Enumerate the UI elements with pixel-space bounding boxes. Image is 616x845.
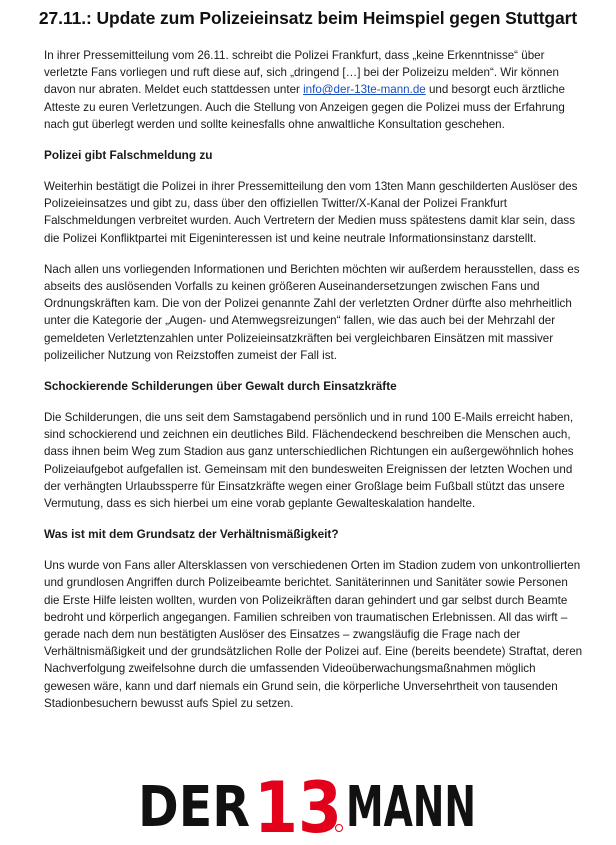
section1-paragraph-2: Nach allen uns vorliegenden Informationen und Berichten möchten wir außerdem herausstellen, dass es abseits des auslösenden Vorfalls zu keinen größeren Auseinandersetzungen zwischen Fans und Ordnungskräften kam. Die von der Polizei genannte Zahl der verletzten Ordner dürfte also mehrheitlich unter die Kategorie der „Augen- und Atemwegsreizungen“ fallen, wie das auch bei der Mehrzahl der gemeldeten Verletztenzahlen unter Polizeieinsatzkräften bei vergleichbaren Einsätzen mit massiver polizeilicher Nutzung von Reizstoffen zumeist der Fall ist.	[44, 262, 580, 362]
section1-paragraph-1: Weiterhin bestätigt die Polizei in ihrer Pressemitteilung den vom 13ten Mann geschilderten Auslöser des Polizeieinsatzes und gibt zu, dass über den offiziellen Twitter/X-Kanal der Polizei Frankfurt Falschmeldungen verbreitet wurden. Auch Vertretern der Medien muss spätestens damit klar sein, dass die Polizei Konfliktpartei mit Eigeninteressen ist und keine neutrale Informationsinstanz darstellt.	[44, 180, 578, 245]
section-heading-falschmeldung: Polizei gibt Falschmeldung zu	[44, 148, 213, 163]
email-link[interactable]: info@der-13te-mann.de	[303, 83, 426, 97]
page-title: 27.11.: Update zum Polizeieinsatz beim Heimspiel gegen Stuttgart	[38, 8, 578, 28]
logo-number-13: 13	[254, 767, 342, 845]
logo-text-der: DER	[138, 775, 250, 840]
section-heading-verhaeltnismaessigkeit: Was ist mit dem Grundsatz der Verhältnismäßigkeit?	[44, 527, 339, 542]
intro-text-before: In ihrer Pressemitteilung vom 26.11. schreibt die Polizei Frankfurt, dass „keine Erkenntnisse“ über verletzte Fans vorliegen und ruft diese auf, sich „dringend […] bei der Polizeizu melden“. Wir können davon nur abraten. Meldet euch stattdessen unter	[44, 49, 559, 97]
der-13-mann-logo	[138, 767, 478, 845]
section-heading-gewalt: Schockierende Schilderungen über Gewalt durch Einsatzkräfte	[44, 379, 397, 394]
article-body	[44, 47, 584, 726]
section3-paragraph-1: Uns wurde von Fans aller Altersklassen von verschiedenen Orten im Stadion zudem von unkontrollierten und grundlosen Angriffen durch Polizeibeamte berichtet. Sanitäterinnen und Sanitäter sowie Personen die Erste Hilfe leisten wollten, wurden von Polizeikräften daran gehindert und gar selbst durch Beamte bedroht und körperlich angegangen. Familien schreiben von traumatischen Erlebnissen. All das wirft – gerade nach dem nun bestätigten Auslöser des Einsatzes – zwangsläufig die Frage nach der Verhältnismäßigkeit und der grundsätzlichen Rolle der Polizei auf. Eine (bereits beendete) Straftat, deren Nachverfolgung zweifelsohne durch die umfassenden Videoüberwachungsmaßnahmen möglich gewesen wäre, kann und darf niemals ein Grund sein, die körperliche Unversehrtheit von tausenden Stadionbesuchern bewusst aufs Spiel zu setzen.	[44, 559, 583, 710]
intro-paragraph	[44, 47, 584, 133]
section2-paragraph-1: Die Schilderungen, die uns seit dem Samstagabend persönlich und in rund 100 E-Mails erreicht haben, sind schockierend und zeichnen ein deutliches Bild. Flächendeckend beschreiben die Menschen auch, dass ihnen beim Weg zum Stadion aus ganz unterschiedlichen Richtungen ein außergewöhnlich hohes Polizeiaufgebot aufgefallen ist. Gemeinsam mit den bundesweiten Ereignissen der letzten Wochen und der verhängten Urlaubssperre für Einsatzkräfte wegen einer Großlage beim Fußball stützt das unsere Vermutung, dass es sich hierbei um eine vorab geplante Gewalteskalation handelte.	[44, 411, 574, 511]
logo-text-mann: MANN	[346, 775, 476, 840]
intro-text-after: und besorgt euch ärztliche Atteste zu euren Verletzungen. Auch die Stellung von Anzeigen gegen die Polizei muss der Erfahrung nach gut überlegt werden und sollte keinesfalls ohne anwaltliche Konsultation geschehen.	[44, 83, 565, 131]
